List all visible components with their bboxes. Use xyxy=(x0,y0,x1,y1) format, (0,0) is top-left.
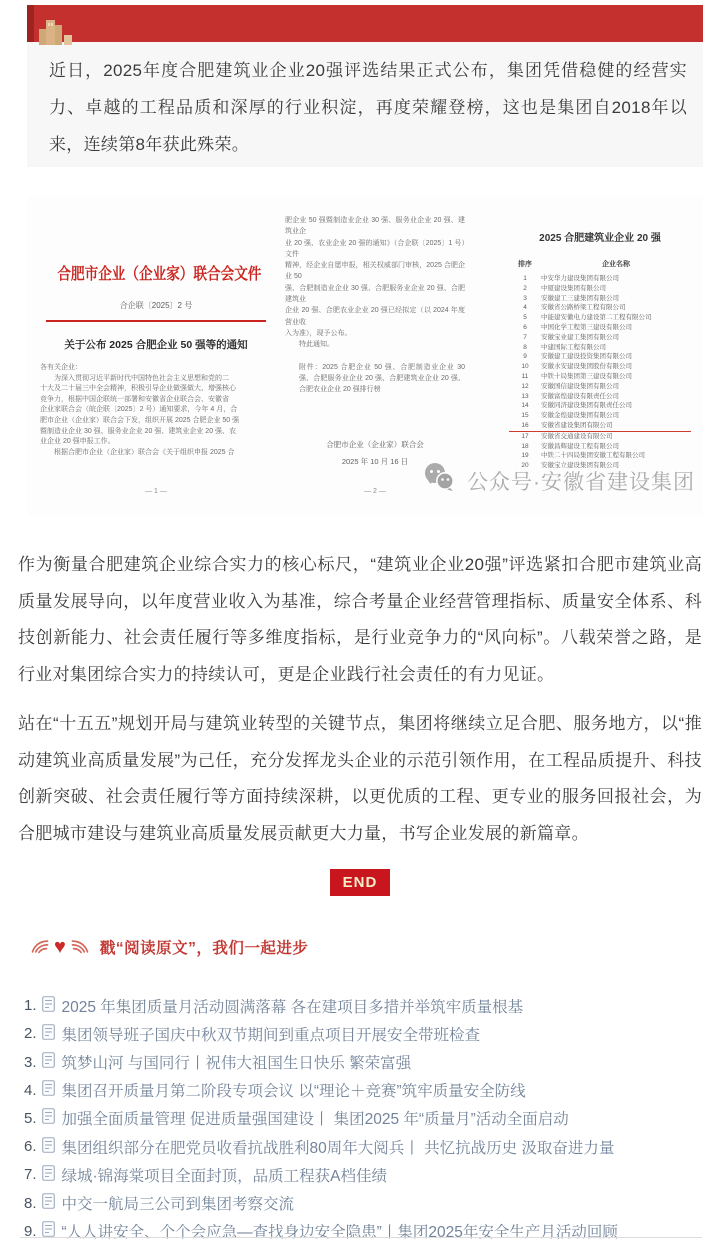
document-icon xyxy=(42,1137,55,1158)
article-number: 7. xyxy=(24,1166,37,1184)
rank-cell: 3 xyxy=(523,294,527,302)
related-article-link[interactable] xyxy=(24,992,702,1020)
article-title: 集团领导班子国庆中秋双节期间到重点项目开展安全带班检查 xyxy=(61,1026,481,1044)
document-icon xyxy=(42,1080,55,1101)
rank-cell: 9 xyxy=(523,353,527,361)
document-image-figure[interactable] xyxy=(27,197,703,515)
top20-row xyxy=(509,333,691,343)
document-icon xyxy=(42,1221,55,1242)
company-name-cell: 安徽省交通建设有限公司 xyxy=(541,432,613,440)
rank-cell: 14 xyxy=(521,402,529,410)
article-number: 5. xyxy=(24,1109,37,1127)
article-title: 中交一航局三公司到集团考察交流 xyxy=(61,1196,295,1214)
top20-row xyxy=(509,323,691,333)
doc-number: 合企联〔2025〕2 号 xyxy=(119,301,193,310)
rank-cell: 5 xyxy=(523,314,527,322)
doc-body-line: 各有关企业： xyxy=(40,364,82,371)
company-name-cell: 安徽昌辉建设工程有限公司 xyxy=(541,442,619,450)
related-article-link[interactable] xyxy=(24,1104,702,1132)
rank-cell: 11 xyxy=(521,372,529,380)
article-number: 3. xyxy=(24,1053,37,1071)
doc-body-line: 入为准），现予公布。 xyxy=(285,329,352,337)
top20-row xyxy=(509,352,691,362)
article-title: “人人讲安全、个个会应急—查找身边安全隐患”丨集团2025年安全生产月活动回顾 xyxy=(61,1224,618,1242)
banner-left-strip xyxy=(27,5,34,42)
doc-body-line: 企业 20 强、合肥农业企业 20 强已经拟定（以 2024 年度营业收 xyxy=(285,307,465,326)
top-banner xyxy=(27,5,703,42)
top20-list xyxy=(509,274,691,471)
cta-row xyxy=(30,936,720,958)
rank-cell: 1 xyxy=(523,275,527,282)
company-name-cell: 安徽富煌建设有限责任公司 xyxy=(541,392,619,400)
doc-body-line: 为深入贯彻习近平新时代中国特色社会主义思想和党的二 xyxy=(40,374,229,382)
rank-cell: 4 xyxy=(523,304,527,312)
top20-title: 2025 合肥建筑业企业 20 强 xyxy=(539,233,661,244)
top20-row xyxy=(509,421,691,432)
doc-body-line: 十大及二十届三中全会精神，积极引导企业做强做大、增强核心 xyxy=(40,385,236,393)
issuer-name: 合肥市企业（企业家）联合会 xyxy=(326,440,424,450)
letterhead-title: 合肥市企业（企业家）联合会文件 xyxy=(57,266,262,283)
document-icon xyxy=(42,1108,55,1129)
article-number: 8. xyxy=(24,1194,37,1212)
top20-row xyxy=(509,313,691,323)
top20-row xyxy=(509,382,691,392)
article-title: 筑梦山河 与国同行丨祝伟大祖国生日快乐 繁荣富强 xyxy=(61,1055,412,1073)
article-number: 9. xyxy=(24,1222,37,1240)
rank-cell: 8 xyxy=(523,343,527,351)
article-number: 2. xyxy=(24,1025,37,1043)
rank-cell: 19 xyxy=(521,452,529,460)
rank-cell: 10 xyxy=(521,363,529,371)
doc-page-3 xyxy=(509,215,691,497)
doc-body-line: 肥市企业（企业家）联合会下发，组织开展 2025 合肥企业 50 强 xyxy=(40,416,240,424)
article-title: 2025 年集团质量月活动圆满落幕 各在建项目多措并举筑牢质量根基 xyxy=(61,998,524,1016)
company-name-cell: 安徽水安建设集团股份有限公司 xyxy=(541,363,632,371)
company-name-cell: 安徽省公路桥梁工程有限公司 xyxy=(541,304,626,312)
related-articles-list xyxy=(24,992,702,1245)
company-name-cell: 安徽建工三建集团有限公司 xyxy=(541,294,619,302)
related-article-link[interactable] xyxy=(24,1076,702,1104)
company-name-cell: 安徽同济建设集团有限责任公司 xyxy=(541,402,632,410)
red-rule xyxy=(46,320,266,322)
intro-paragraph: 近日，2025年度合肥建筑业企业20强评选结果正式公布，集团凭借稳健的经营实力、卓越的工程品质和深厚的行业积淀，再度荣耀登榜，这也是集团自2018年以来，连续第8年获此殊荣。 xyxy=(27,42,703,167)
page-number: — 1 — xyxy=(145,488,167,495)
doc-body-line: 肥企业 50 强暨制造业企业 30 强、服务业企业 20 强、建筑业企 xyxy=(285,217,465,236)
doc-body-line: 业企业 20 强申报工作。 xyxy=(40,438,115,446)
company-name-cell: 安徽建工建设投资集团有限公司 xyxy=(541,353,632,361)
rank-cell: 20 xyxy=(521,462,529,470)
company-name-cell: 中建国际工程有限公司 xyxy=(541,343,606,351)
rank-cell: 15 xyxy=(521,412,529,420)
document-icon xyxy=(42,1024,55,1045)
rank-cell: 6 xyxy=(523,323,527,331)
top20-row xyxy=(509,274,691,284)
right-wing-icon xyxy=(70,939,90,954)
doc-body-line: 暨制造业企业 30 强、服务业企业 20 强、建筑业企业 20 强、农 xyxy=(40,427,237,435)
rank-cell: 12 xyxy=(521,382,529,390)
related-article-link[interactable] xyxy=(24,1217,702,1245)
doc-body-line: 企业家联合会（皖企联〔2025〕2 号）通知要求，今年 4 月，合 xyxy=(40,406,238,414)
doc-page-2 xyxy=(285,215,465,497)
end-badge: END xyxy=(330,869,391,896)
article-number: 1. xyxy=(24,997,37,1015)
left-wing-icon xyxy=(30,939,50,954)
doc-body-line: 强、合肥制造业企业 30 强、合肥服务业企业 20 强、合肥建筑业 xyxy=(285,284,465,304)
building-skyline-icon xyxy=(39,14,79,55)
related-article-link[interactable] xyxy=(24,1048,702,1076)
company-name-cell: 中厦建设集团有限公司 xyxy=(541,284,606,292)
doc-body-line: 根据合肥市企业（企业家）联合会《关于组织申报 2025 合 xyxy=(40,448,235,456)
article-number: 4. xyxy=(24,1081,37,1099)
top20-row xyxy=(509,442,691,452)
rank-cell: 18 xyxy=(521,442,529,450)
wechat-oa-icon xyxy=(422,462,458,499)
doc-body-line: 特此通知。 xyxy=(285,341,334,349)
article-title: 集团组织部分在肥党员收看抗战胜利80周年大阅兵丨 共忆抗战历史 汲取奋进力量 xyxy=(61,1139,615,1157)
rank-cell: 7 xyxy=(523,333,527,341)
top20-row xyxy=(509,303,691,313)
rank-cell: 17 xyxy=(521,432,529,440)
attachment-note: 附件：2025 合肥企业 50 强、合肥制造业企业 30 强、合肥服务业企业 20 强、合肥建筑业企业 20 强、合肥农业企业 20 强排行榜 xyxy=(299,363,465,394)
top20-row xyxy=(509,343,691,353)
top20-header-rank: 排序 xyxy=(518,261,532,268)
related-article-link[interactable] xyxy=(24,1133,702,1161)
top20-row xyxy=(509,294,691,304)
doc-body-line: 竞争力，根据中国企联统一部署和安徽省企业联合会、安徽省 xyxy=(40,395,229,403)
document-icon xyxy=(42,1165,55,1186)
company-name-cell: 中铁二十四局集团安徽工程有限公司 xyxy=(541,452,645,460)
body-paragraph-2: 站在“十五五”规划开局与建筑业转型的关键节点，集团将继续立足合肥、服务地方，以“推动建筑业高质量发展”为己任，充分发挥龙头企业的示范引领作用，在工程品质提升、科技创新突破、社会责任履行等方面持续深耕，以更优质的工程、更专业的服务回报社会，为合肥城市建设与建筑业高质量发展贡献更大力量，书写企业发展的新篇章。 xyxy=(18,713,702,843)
top20-row xyxy=(509,372,691,382)
bottom-divider xyxy=(20,1237,702,1238)
top20-row xyxy=(509,392,691,402)
rank-cell: 16 xyxy=(521,421,529,429)
company-name-cell: 安徽宝立建设集团有限公司 xyxy=(541,462,619,470)
top20-row xyxy=(509,451,691,461)
related-article-link[interactable] xyxy=(24,1189,702,1217)
heart-icon: ♥ xyxy=(54,935,66,958)
article-title: 集团召开质量月第二阶段专项会议 以“理论＋竞赛”筑牢质量安全防线 xyxy=(61,1083,526,1101)
issue-date: 2025 年 10 月 16 日 xyxy=(341,457,409,467)
doc-body-line: 业 20 强、农业企业 20 强的通知》（合企联〔2025〕1 号）文件 xyxy=(285,239,465,258)
end-badge-row xyxy=(0,869,720,896)
document-icon xyxy=(42,1052,55,1073)
top20-row xyxy=(509,401,691,411)
doc-page-1 xyxy=(40,215,272,497)
company-name-cell: 安徽金煌建设集团有限公司 xyxy=(541,412,619,420)
cta-text: 戳“阅读原文”，我们一起进步 xyxy=(99,939,309,957)
related-article-link[interactable] xyxy=(24,1161,702,1189)
rank-cell: 2 xyxy=(523,284,527,292)
company-name-cell: 安徽宝业建工集团有限公司 xyxy=(541,333,619,341)
doc-body-line: 精神，经企业自愿申报，相关权威部门审核，2025 合肥企业 50 xyxy=(285,262,465,281)
company-name-cell: 中铁十局集团第三建设有限公司 xyxy=(541,372,632,380)
company-name-cell: 安徽省建设集团有限公司 xyxy=(541,421,613,429)
rank-cell: 13 xyxy=(521,392,529,400)
watermark xyxy=(422,462,695,499)
company-name-cell: 中安华力建设集团有限公司 xyxy=(541,275,619,282)
article-title: 绿城·锦海棠项目全面封顶，品质工程获A档佳绩 xyxy=(61,1167,388,1185)
article-number: 6. xyxy=(24,1138,37,1156)
doc-body-page1 xyxy=(40,363,272,458)
company-name-cell: 安徽国信建设集团有限公司 xyxy=(541,382,619,390)
top20-row xyxy=(509,284,691,294)
top20-row xyxy=(509,432,691,442)
top20-row xyxy=(509,411,691,421)
related-article-link[interactable] xyxy=(24,1020,702,1048)
document-icon xyxy=(42,996,55,1017)
company-name-cell: 中国化学工程第三建设有限公司 xyxy=(541,323,632,331)
article-title: 加强全面质量管理 促进质量强国建设丨 集团2025 年“质量月”活动全面启动 xyxy=(61,1111,569,1129)
document-icon xyxy=(42,1193,55,1214)
doc-body-page2 xyxy=(285,215,465,351)
top20-header xyxy=(509,259,691,269)
page-number: — 2 — xyxy=(364,488,386,495)
notice-title: 关于公布 2025 合肥企业 50 强等的通知 xyxy=(64,339,248,351)
top20-row xyxy=(509,362,691,372)
watermark-text: 公众号·安徽省建设集团 xyxy=(467,470,695,494)
company-name-cell: 中能建安徽电力建设第二工程有限公司 xyxy=(541,314,652,322)
body-paragraph-1: 作为衡量合肥建筑企业综合实力的核心标尺，“建筑业企业20强”评选紧扣合肥市建筑业高质量发展导向，以年度营业收入为基准，综合考量企业经营管理指标、质量安全体系、科技创新能力、社会责任履行等多维度指标，是行业竞争力的“风向标”。八载荣誉之路，是行业对集团综合实力的持续认可，更是企业践行社会责任的有力见证。 xyxy=(18,555,702,685)
top20-header-name: 企业名称 xyxy=(602,261,630,268)
